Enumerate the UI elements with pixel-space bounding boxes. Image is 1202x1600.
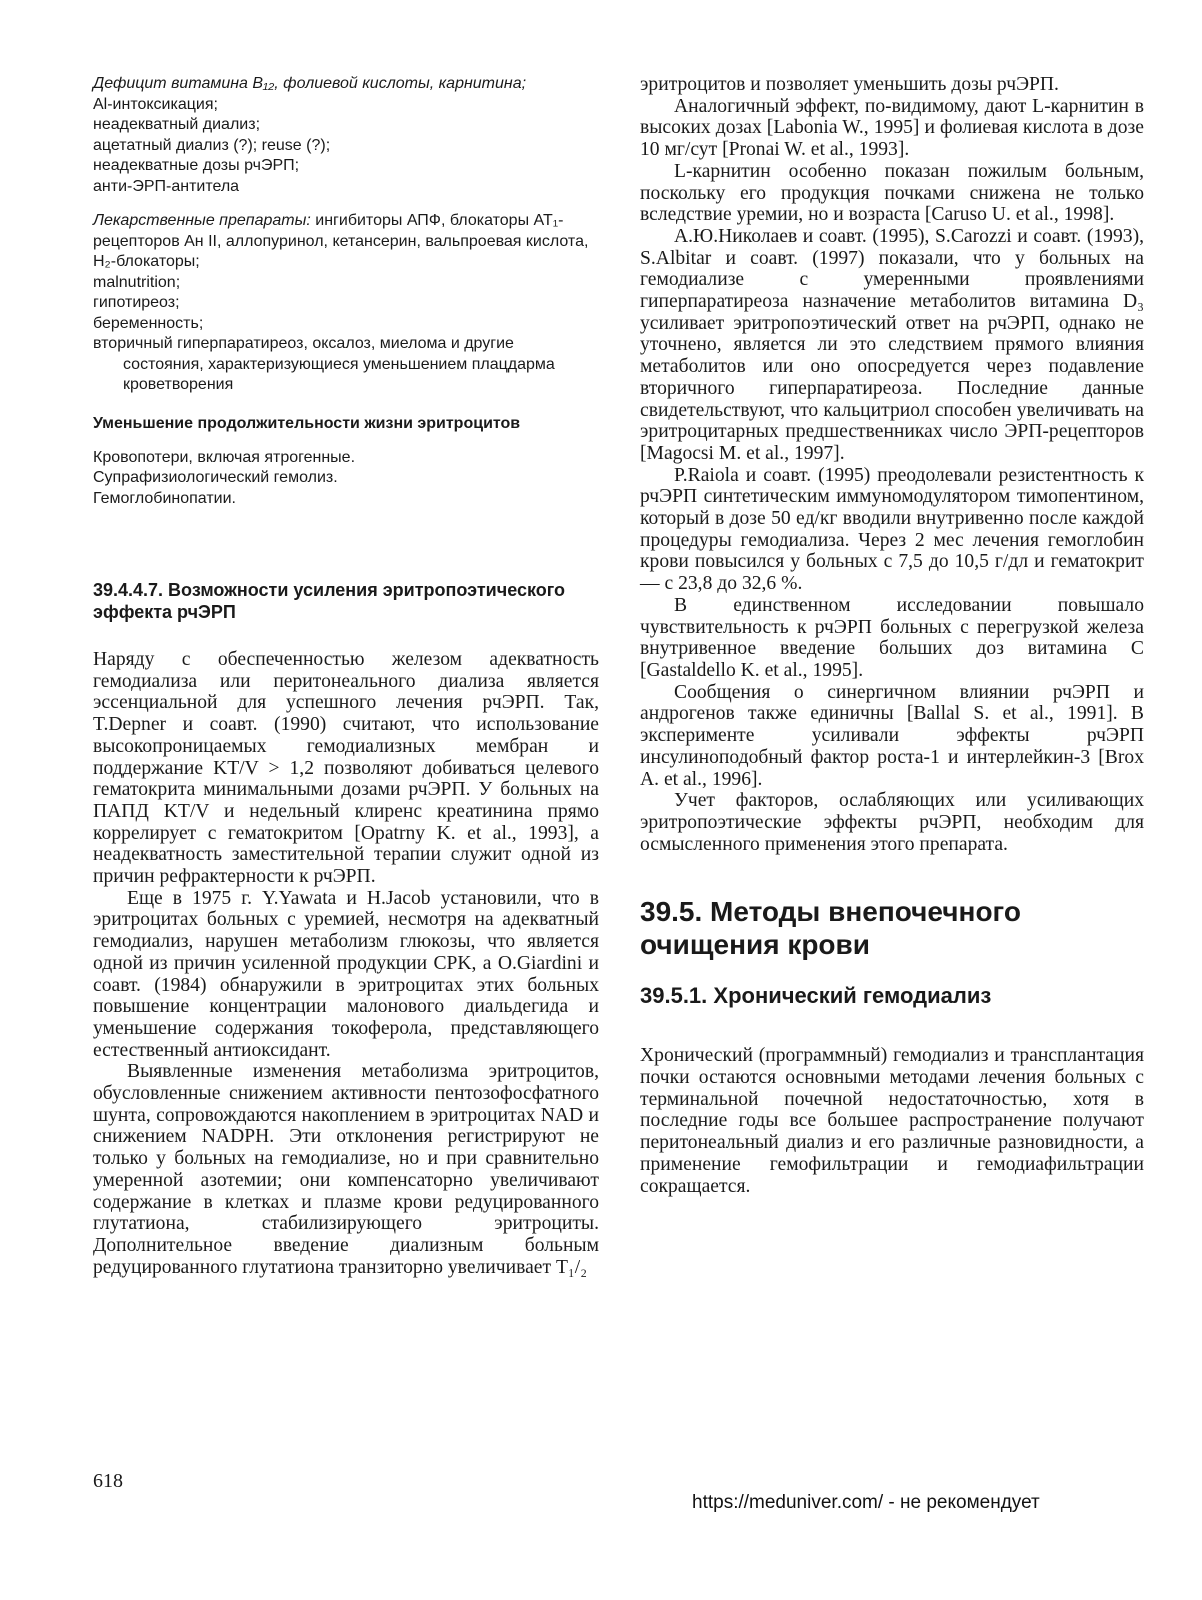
subsection-heading: 39.5.1. Хронический гемодиализ <box>640 983 992 1009</box>
list-item: Гемоглобинопатии. <box>93 489 236 507</box>
page-number: 618 <box>93 1470 123 1492</box>
list-item: вторичный гиперпаратиреоз, оксалоз, миелома и другие состояния, характеризующиеся уменьшением плацдарма кроветворения <box>93 335 555 393</box>
paragraph: Еще в 1975 г. Y.Yawata и H.Jacob установили, что в эритроцитах больных с уремией, несмотря на адекватный гемодиализ, нарушен метаболизм глюкозы, что является одной из причин усиленной продукции CPK, а O.Giardini и соавт. (1984) обнаружили в эритроцитах этих больных повышение концентрации малонового диальдегида и уменьшение содержания токоферола, представляющего естественный антиоксидант. <box>93 887 599 1061</box>
paragraph: Наряду с обеспеченностью железом адекватность гемодиализа или перитонеального диализа является эссенциальной для успешного лечения рчЭРП. Так, T.Depner и соавт. (1990) считают, что использование высокопроницаемых гемодиализных мембран и поддержание KT/V > 1,2 позволяют добиваться целевого гематокрита минимальными дозами рчЭРП. У больных на ПАПД KT/V и недельный клиренс креатинина прямо коррелирует с гематокритом [Opatrny K. et al., 1993], а неадекватность заместительной терапии служит одной из причин рефрактерности к рчЭРП. <box>93 649 599 888</box>
causes-list <box>93 74 599 197</box>
list-item: ацетатный диализ (?); reuse (?); <box>93 136 331 154</box>
lifespan-heading: Уменьшение продолжительности жизни эритроцитов <box>93 414 521 432</box>
list-item: malnutrition; <box>93 273 181 291</box>
paragraph: P.Raiola и соавт. (1995) преодолевали резистентность к рчЭРП синтетическим иммуномодулятором тимопентином, который в дозе 50 ед/кг вводили внутривенно после каждой процедуры гемодиализа. Через 2 мес лечения гемоглобин крови повысился у больных с 7,5 до 10,5 г/дл и гематокрит — с 23,8 до 32,6 %. <box>640 464 1144 595</box>
paragraph: А.Ю.Николаев и соавт. (1995), S.Carozzi и соавт. (1993), S.Albitar и соавт. (1997) показали, что у больных на гемодиализе с умеренными проявлениями гиперпаратиреоза назначение метаболитов витамина D₃ усиливает эритропоэтический ответ на рчЭРП, однако не уточнено, является ли это следствием прямого влияния метаболитов или оно опосредуется через подавление вторичного гиперпаратиреоза. Последние данные свидетельствуют, что кальцитриол способен увеличивать на эритроцитарных предшественниках число ЭРП-рецепторов [Magocsi M. et al., 1997]. <box>640 225 1144 464</box>
paragraph: Сообщения о синергичном влиянии рчЭРП и андрогенов также единичны [Ballal S. et al., 1991]. В эксперименте усиливали эффекты рчЭРП инсулиноподобный фактор роста-1 и интерлейкин-3 [Brox A. et al., 1996]. <box>640 681 1144 790</box>
lifespan-list <box>93 448 599 510</box>
paragraph: Учет факторов, ослабляющих или усиливающих эритропоэтические эффекты рчЭРП, необходим для осмысленного применения этого препарата. <box>640 790 1144 855</box>
drugs-item <box>93 211 599 273</box>
list-item: Al-интоксикация; <box>93 95 218 113</box>
list-item: Кровопотери, включая ятрогенные. <box>93 448 356 466</box>
left-column <box>93 74 599 1278</box>
list-item: гипотиреоз; <box>93 294 180 311</box>
chapter-heading: 39.5. Методы внепочечного очищения крови <box>640 896 1021 961</box>
paragraph: В единственном исследовании повышало чувствительность к рчЭРП больных с перегрузкой железа внутривенное введение больших доз витамина C [Gastaldello K. et al., 1995]. <box>640 594 1144 681</box>
paragraph: Аналогичный эффект, по-видимому, дают L-карнитин в высоких дозах [Labonia W., 1995] и фолиевая кислота в дозе 10 мг/сут [Pronai W. et al., 1993]. <box>640 95 1144 161</box>
list-item: Супрафизиологический гемолиз. <box>93 469 338 486</box>
drugs-list <box>93 211 599 396</box>
drugs-label: Лекарственные препараты: <box>93 212 311 229</box>
paragraph: эритроцитов и позволяет уменьшить дозы рчЭРП. <box>640 74 1059 95</box>
list-item: неадекватный диализ; <box>93 116 261 133</box>
right-column <box>640 74 1144 1197</box>
list-item: неадекватные дозы рчЭРП; <box>93 157 300 174</box>
paragraph: Хронический (программный) гемодиализ и трансплантация почки остаются основными методами лечения больных с терминальной почечной недостаточностью, хотя в последние годы все большее распространение получают перитонеальный диализ и его различные разновидности, а применение гемофильтрации и гемодиафильтрации сокращается. <box>640 1045 1144 1197</box>
list-item: беременность; <box>93 314 204 332</box>
paragraph: L-карнитин особенно показан пожилым больным, поскольку его продукция почками снижена не только вследствие уремии, но и возраста [Caruso U. et al., 1998]. <box>640 160 1144 226</box>
list-item: анти-ЭРП-антитела <box>93 177 240 195</box>
section-heading: 39.4.4.7. Возможности усиления эритропоэтического эффекта рчЭРП <box>93 580 565 622</box>
drugs-text: ингибиторы АПФ, блокаторы AT₁-рецепторов Ан II, аллопуринол, кетансерин, вальпроевая кислота, H₂-блокаторы; <box>93 212 589 270</box>
list-item: Дефицит витамина B₁₂, фолиевой кислоты, карнитина; <box>93 75 527 92</box>
paragraph: Выявленные изменения метаболизма эритроцитов, обусловленные снижением активности пентозофосфатного шунта, сопровождаются накоплением в эритроцитах NAD и снижением NADPH. Эти отклонения регистрируют не только у больных на гемодиализе, но и при сравнительно умеренной азотемии; они компенсаторно увеличивают содержание в клетках и плазме крови редуцированного глутатиона, стабилизирующего эритроциты. Дополнительное введение диализным больным редуцированного глутатиона транзиторно увеличивает T₁/₂ <box>93 1061 599 1278</box>
watermark-text: https://meduniver.com/ - не рекомендует <box>692 1492 1040 1513</box>
